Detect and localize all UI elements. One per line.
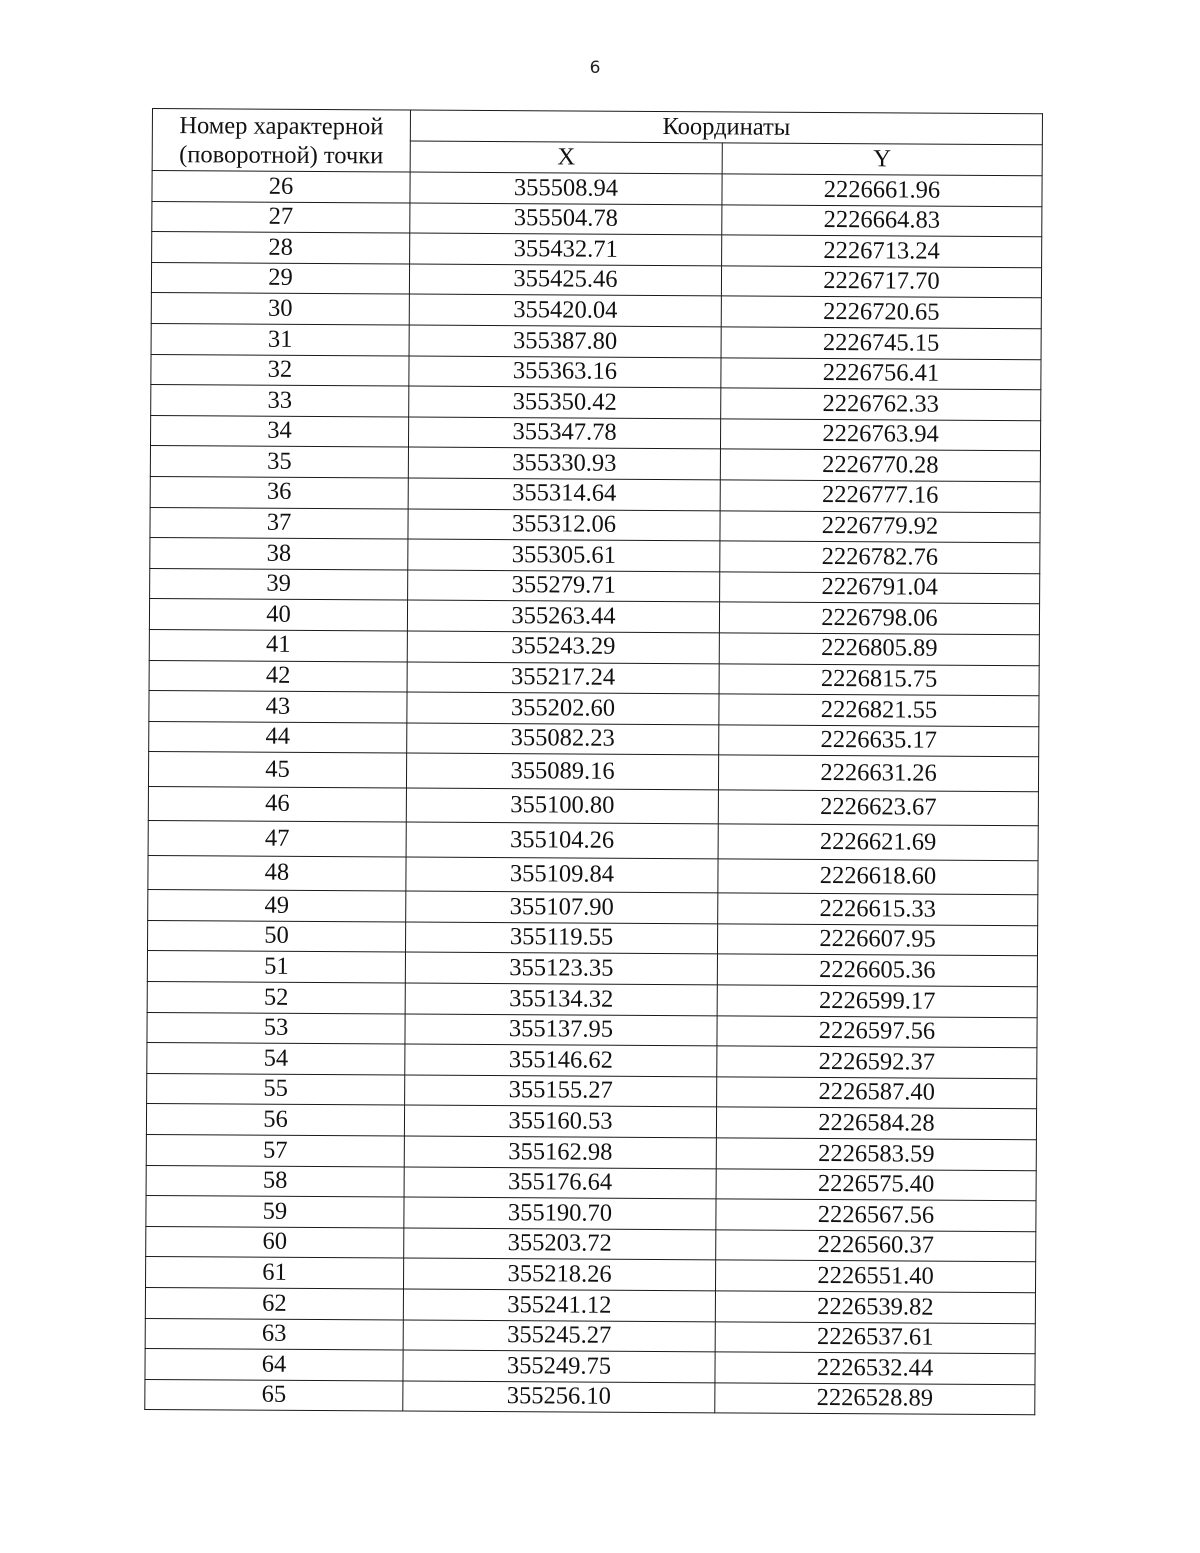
- y-coordinate-cell: 2226560.37: [716, 1230, 1036, 1262]
- point-number-cell: 28: [152, 232, 410, 264]
- x-coordinate-cell: 355134.32: [405, 983, 717, 1015]
- table-row: [148, 752, 1038, 792]
- y-coordinate-cell: 2226763.94: [720, 419, 1040, 451]
- y-coordinate-cell: 2226539.82: [715, 1291, 1035, 1323]
- y-coordinate-cell: 2226791.04: [720, 572, 1040, 604]
- y-coordinate-cell: 2226779.92: [720, 510, 1040, 542]
- y-coordinate-cell: 2226537.61: [715, 1321, 1035, 1353]
- point-number-cell: 61: [146, 1257, 404, 1289]
- x-coordinate-cell: 355312.06: [408, 509, 720, 541]
- x-coordinate-cell: 355123.35: [405, 952, 717, 984]
- point-number-cell: 50: [147, 920, 405, 952]
- x-coordinate-cell: 355107.90: [406, 891, 718, 923]
- point-number-cell: 59: [146, 1196, 404, 1228]
- y-coordinate-cell: 2226720.65: [721, 296, 1041, 328]
- x-coordinate-cell: 355137.95: [405, 1014, 717, 1046]
- point-number-cell: 56: [146, 1104, 404, 1136]
- x-coordinate-cell: 355350.42: [409, 386, 721, 418]
- x-coordinate-cell: 355104.26: [406, 822, 718, 858]
- y-coordinate-cell: 2226664.83: [722, 204, 1042, 236]
- point-number-cell: 58: [146, 1165, 404, 1197]
- x-coordinate-cell: 355155.27: [405, 1075, 717, 1107]
- y-coordinate-cell: 2226618.60: [718, 859, 1038, 895]
- table-row: [148, 821, 1038, 861]
- table-row: [145, 1379, 1035, 1415]
- y-coordinate-cell: 2226717.70: [721, 266, 1041, 298]
- x-coordinate-cell: 355347.78: [408, 417, 720, 449]
- point-number-cell: 53: [147, 1012, 405, 1044]
- point-number-cell: 44: [149, 721, 407, 753]
- y-coordinate-cell: 2226635.17: [719, 725, 1039, 757]
- point-number-cell: 43: [149, 691, 407, 723]
- point-number-cell: 30: [151, 293, 409, 325]
- table-row: [148, 855, 1038, 895]
- point-number-cell: 52: [147, 982, 405, 1014]
- x-coordinate-cell: 355363.16: [409, 356, 721, 388]
- x-coordinate-cell: 355420.04: [409, 294, 721, 326]
- x-coordinate-cell: 355425.46: [409, 264, 721, 296]
- x-coordinate-cell: 355217.24: [407, 662, 719, 694]
- point-number-cell: 35: [150, 446, 408, 478]
- x-coordinate-cell: 355305.61: [408, 539, 720, 571]
- point-number-header: Номер характерной (поворотной) точки: [152, 109, 410, 173]
- y-coordinate-cell: 2226631.26: [718, 755, 1038, 791]
- x-coordinate-cell: 355190.70: [404, 1197, 716, 1229]
- y-coordinate-cell: 2226821.55: [719, 694, 1039, 726]
- x-header: X: [410, 141, 722, 174]
- point-number-cell: 34: [150, 415, 408, 447]
- point-number-cell: 36: [150, 476, 408, 508]
- x-coordinate-cell: 355109.84: [406, 857, 718, 893]
- y-coordinate-cell: 2226621.69: [718, 824, 1038, 860]
- y-coordinate-cell: 2226584.28: [716, 1107, 1036, 1139]
- y-coordinate-cell: 2226623.67: [718, 790, 1038, 826]
- x-coordinate-cell: 355508.94: [410, 172, 722, 204]
- point-number-cell: 27: [152, 201, 410, 233]
- y-coordinate-cell: 2226575.40: [716, 1168, 1036, 1200]
- y-coordinate-cell: 2226532.44: [715, 1352, 1035, 1384]
- point-number-cell: 60: [146, 1226, 404, 1258]
- x-coordinate-cell: 355082.23: [407, 723, 719, 755]
- x-coordinate-cell: 355279.71: [408, 570, 720, 602]
- x-coordinate-cell: 355089.16: [406, 753, 718, 789]
- point-number-cell: 64: [145, 1349, 403, 1381]
- y-coordinate-cell: 2226587.40: [717, 1077, 1037, 1109]
- y-coordinate-cell: 2226782.76: [720, 541, 1040, 573]
- x-coordinate-cell: 355263.44: [407, 600, 719, 632]
- x-coordinate-cell: 355146.62: [405, 1044, 717, 1076]
- point-number-cell: 29: [151, 262, 409, 294]
- y-coordinate-cell: 2226777.16: [720, 480, 1040, 512]
- x-coordinate-cell: 355160.53: [404, 1105, 716, 1137]
- y-coordinate-cell: 2226599.17: [717, 985, 1037, 1017]
- y-header: Y: [722, 143, 1042, 176]
- point-number-cell: 42: [149, 660, 407, 692]
- x-coordinate-cell: 355256.10: [403, 1381, 715, 1413]
- x-coordinate-cell: 355176.64: [404, 1167, 716, 1199]
- x-coordinate-cell: 355243.29: [407, 631, 719, 663]
- point-number-cell: 26: [152, 171, 410, 203]
- y-coordinate-cell: 2226551.40: [715, 1260, 1035, 1292]
- point-number-cell: 31: [151, 323, 409, 355]
- x-coordinate-cell: 355203.72: [404, 1228, 716, 1260]
- point-number-cell: 37: [150, 507, 408, 539]
- coordinates-table: [144, 108, 1043, 1416]
- point-number-cell: 55: [147, 1073, 405, 1105]
- y-coordinate-cell: 2226745.15: [721, 327, 1041, 359]
- point-number-cell: 41: [149, 629, 407, 661]
- coordinates-header: Координаты: [410, 110, 1042, 145]
- point-number-cell: 62: [145, 1287, 403, 1319]
- x-coordinate-cell: 355432.71: [410, 233, 722, 265]
- page-number: 6: [589, 58, 601, 78]
- y-coordinate-cell: 2226567.56: [716, 1199, 1036, 1231]
- y-coordinate-cell: 2226661.96: [722, 174, 1042, 206]
- point-number-cell: 49: [148, 890, 406, 922]
- x-coordinate-cell: 355218.26: [403, 1258, 715, 1290]
- y-coordinate-cell: 2226815.75: [719, 663, 1039, 695]
- point-number-cell: 38: [150, 538, 408, 570]
- x-coordinate-cell: 355249.75: [403, 1350, 715, 1382]
- y-coordinate-cell: 2226615.33: [718, 893, 1038, 925]
- y-coordinate-cell: 2226713.24: [722, 235, 1042, 267]
- point-number-cell: 45: [148, 752, 406, 788]
- x-coordinate-cell: 355241.12: [403, 1289, 715, 1321]
- point-number-cell: 48: [148, 855, 406, 891]
- point-number-cell: 51: [147, 951, 405, 983]
- point-number-cell: 47: [148, 821, 406, 857]
- y-coordinate-cell: 2226583.59: [716, 1138, 1036, 1170]
- y-coordinate-cell: 2226597.56: [717, 1016, 1037, 1048]
- point-number-cell: 57: [146, 1135, 404, 1167]
- x-coordinate-cell: 355314.64: [408, 478, 720, 510]
- table-header: [152, 109, 1042, 176]
- y-coordinate-cell: 2226605.36: [717, 954, 1037, 986]
- y-coordinate-cell: 2226528.89: [715, 1383, 1035, 1415]
- x-coordinate-cell: 355245.27: [403, 1320, 715, 1352]
- y-coordinate-cell: 2226805.89: [719, 633, 1039, 665]
- y-coordinate-cell: 2226592.37: [717, 1046, 1037, 1078]
- x-coordinate-cell: 355330.93: [408, 447, 720, 479]
- point-number-cell: 40: [149, 599, 407, 631]
- x-coordinate-cell: 355162.98: [404, 1136, 716, 1168]
- table-row: [148, 786, 1038, 826]
- x-coordinate-cell: 355387.80: [409, 325, 721, 357]
- x-coordinate-cell: 355504.78: [410, 203, 722, 235]
- point-number-cell: 32: [151, 354, 409, 386]
- y-coordinate-cell: 2226798.06: [719, 602, 1039, 634]
- y-coordinate-cell: 2226607.95: [717, 924, 1037, 956]
- y-coordinate-cell: 2226770.28: [720, 449, 1040, 481]
- point-number-cell: 33: [151, 385, 409, 417]
- x-coordinate-cell: 355202.60: [407, 692, 719, 724]
- point-number-cell: 46: [148, 786, 406, 822]
- point-number-cell: 65: [145, 1379, 403, 1411]
- y-coordinate-cell: 2226756.41: [721, 357, 1041, 389]
- point-number-cell: 54: [147, 1043, 405, 1075]
- table-body: [145, 171, 1042, 1416]
- x-coordinate-cell: 355100.80: [406, 788, 718, 824]
- y-coordinate-cell: 2226762.33: [721, 388, 1041, 420]
- x-coordinate-cell: 355119.55: [405, 922, 717, 954]
- point-number-cell: 39: [150, 568, 408, 600]
- point-number-cell: 63: [145, 1318, 403, 1350]
